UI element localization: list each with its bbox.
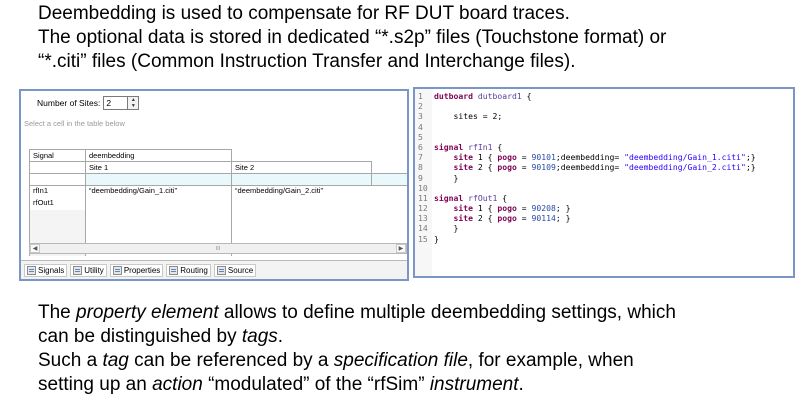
code-line[interactable] xyxy=(418,162,756,172)
code-line[interactable] xyxy=(418,203,756,213)
subheader-blank xyxy=(372,162,408,174)
code-token: ; xyxy=(555,213,561,224)
line-number: 3 xyxy=(418,111,423,122)
page-icon xyxy=(217,266,226,275)
code-line[interactable] xyxy=(418,193,756,203)
editor-tab-bar xyxy=(21,260,407,279)
text-run: “modulated” of the “rfSim” xyxy=(202,374,430,395)
intro-text xyxy=(38,2,798,74)
code-token: { xyxy=(482,213,498,224)
code-editor[interactable] xyxy=(418,91,756,244)
code-token xyxy=(434,203,454,213)
line-number: 8 xyxy=(418,162,423,173)
table-hint: Select a cell in the table below xyxy=(24,119,125,128)
table-cell[interactable] xyxy=(372,198,408,210)
page-icon xyxy=(73,266,82,275)
code-site-number: 2 xyxy=(477,213,483,224)
code-token xyxy=(434,162,454,172)
outro-line-3 xyxy=(38,349,798,373)
code-token xyxy=(434,152,454,162)
code-token: = xyxy=(516,152,532,163)
text-run: Such a xyxy=(38,350,103,371)
site-2-cell[interactable]: “deembedding/Gain_2.citi” xyxy=(235,186,323,195)
code-token: ;} xyxy=(745,152,756,163)
code-token: } xyxy=(560,213,571,224)
tab-source[interactable] xyxy=(214,264,256,277)
code-identifier: dutboard1 xyxy=(477,91,522,101)
code-line[interactable] xyxy=(418,91,756,101)
text-run: allows to define multiple deembedding settings, which xyxy=(218,302,676,323)
deembedding-table xyxy=(29,149,408,256)
tab-label: Properties xyxy=(123,265,161,275)
sites-spinner[interactable] xyxy=(128,96,139,110)
code-line[interactable] xyxy=(418,111,756,121)
sites-field xyxy=(37,96,139,110)
line-number: 11 xyxy=(418,192,428,203)
code-pogo-value: 90208 xyxy=(531,203,556,214)
outro-line-1 xyxy=(38,301,798,325)
line-number: 14 xyxy=(418,223,428,234)
code-line[interactable] xyxy=(418,132,756,142)
table-row[interactable] xyxy=(30,186,408,198)
code-line[interactable] xyxy=(418,122,756,132)
code-token xyxy=(434,213,454,223)
tab-utility[interactable] xyxy=(70,264,107,277)
code-string: "deembedding/Gain_2.citi" xyxy=(624,162,746,173)
scroll-right-icon[interactable]: ▶ xyxy=(396,244,406,253)
code-token: pogo xyxy=(497,213,517,224)
table-cell[interactable] xyxy=(232,174,372,186)
code-token: site xyxy=(453,213,473,224)
sites-label: Number of Sites: xyxy=(37,98,101,108)
spinner-up-icon[interactable]: ▲ xyxy=(130,97,136,103)
code-line[interactable] xyxy=(418,173,756,183)
code-line[interactable] xyxy=(418,101,756,111)
site-2-cell[interactable] xyxy=(232,198,372,210)
column-header-deembedding: deembedding xyxy=(86,150,232,162)
outro-line-4 xyxy=(38,373,798,397)
code-token: ; xyxy=(555,152,561,163)
code-line[interactable] xyxy=(418,234,756,244)
deembedding-editor-panel xyxy=(19,89,409,281)
code-text: { xyxy=(521,91,532,101)
code-identifier: rfOut1 xyxy=(468,192,498,203)
code-pogo-value: 90101 xyxy=(531,152,556,163)
line-number: 9 xyxy=(418,172,423,183)
code-site-number: 1 xyxy=(477,152,483,163)
site-1-cell[interactable]: “deembedding/Gain_1.citi” xyxy=(86,186,232,198)
line-number: 12 xyxy=(418,203,428,214)
text-run: can be referenced by a xyxy=(128,350,334,371)
code-text: sites = 2; xyxy=(434,111,503,122)
term-tags: tags xyxy=(241,326,278,347)
scroll-left-icon[interactable]: ◀ xyxy=(30,244,40,253)
tab-routing[interactable] xyxy=(166,264,211,277)
page-icon xyxy=(113,266,122,275)
tab-properties[interactable] xyxy=(110,264,163,277)
tab-signals[interactable] xyxy=(24,264,67,277)
code-token: ; xyxy=(555,203,561,214)
line-number: 1 xyxy=(418,91,423,101)
text-run: , for example, when xyxy=(467,350,634,371)
code-line[interactable] xyxy=(418,183,756,193)
code-token: { xyxy=(482,162,498,173)
intro-line-1: Deembedding is used to compensate for RF DUT board traces. xyxy=(38,3,570,24)
table-cell[interactable] xyxy=(372,174,408,186)
term-tag: tag xyxy=(102,350,129,371)
code-keyword: dutboard xyxy=(434,91,473,101)
line-number: 13 xyxy=(418,213,428,224)
column-header-site-2: Site 2 xyxy=(232,162,372,174)
subheader-blank xyxy=(30,162,86,174)
code-line[interactable] xyxy=(418,142,756,152)
code-token: ; xyxy=(555,162,561,173)
tab-label: Signals xyxy=(38,265,65,275)
line-number: 2 xyxy=(418,101,423,112)
source-code-panel xyxy=(413,87,795,278)
intro-line-3: “*.citi” files (Common Instruction Transfer and Interchange files). xyxy=(38,51,576,72)
text-run: can be distinguished by xyxy=(38,326,242,347)
table-cell[interactable] xyxy=(86,174,232,186)
code-line[interactable] xyxy=(418,213,756,223)
term-property-element: property element xyxy=(76,302,219,323)
code-token: = xyxy=(516,213,532,224)
spinner-down-icon[interactable]: ▼ xyxy=(130,103,136,109)
line-number: 5 xyxy=(418,131,423,142)
code-token: { xyxy=(482,152,498,163)
header-blank xyxy=(232,150,372,162)
signal-cell[interactable]: rfIn1 xyxy=(30,186,86,198)
code-token: site xyxy=(453,152,473,163)
code-token: { xyxy=(482,203,498,214)
line-number: 4 xyxy=(418,121,423,132)
outro-text xyxy=(38,301,798,397)
sites-spinner-input[interactable]: 2 xyxy=(103,96,128,110)
page-icon xyxy=(169,266,178,275)
term-specification-file: specification file xyxy=(333,350,468,371)
code-text: } xyxy=(434,223,459,234)
header-blank xyxy=(372,150,408,162)
column-header-signal: Signal xyxy=(30,150,86,162)
text-run: The xyxy=(38,302,77,323)
table-cell[interactable] xyxy=(372,186,408,198)
line-number: 15 xyxy=(418,233,428,244)
text-run: setting up an xyxy=(38,374,153,395)
line-number: 10 xyxy=(418,182,428,193)
code-token: pogo xyxy=(497,152,517,163)
code-token: deembedding= xyxy=(560,162,625,173)
scroll-grip[interactable]: III xyxy=(215,245,221,252)
code-keyword: signal xyxy=(434,192,464,203)
code-token: deembedding= xyxy=(560,152,625,163)
table-cell[interactable] xyxy=(30,174,86,186)
column-header-site-1: Site 1 xyxy=(86,162,232,174)
code-text: { xyxy=(492,141,503,152)
tab-label: Source xyxy=(227,265,254,275)
code-text: } xyxy=(434,172,459,183)
code-identifier: rfIn1 xyxy=(468,141,493,152)
tab-label: Routing xyxy=(180,265,208,275)
table-row[interactable] xyxy=(30,198,408,210)
code-keyword: signal xyxy=(434,141,464,152)
text-run: . xyxy=(518,374,524,395)
code-site-number: 1 xyxy=(477,203,483,214)
code-token: site xyxy=(453,162,473,173)
signal-cell[interactable]: rfOut1 xyxy=(30,198,86,210)
code-token: = xyxy=(516,162,532,173)
code-token: } xyxy=(560,203,571,214)
page-icon xyxy=(27,266,36,275)
code-pogo-value: 90109 xyxy=(531,162,556,173)
site-1-cell[interactable] xyxy=(86,198,232,210)
term-action: action xyxy=(152,374,203,395)
term-instrument: instrument xyxy=(429,374,519,395)
line-number: 7 xyxy=(418,152,423,163)
code-text: { xyxy=(497,192,508,203)
code-token: ;} xyxy=(745,162,756,173)
line-number: 6 xyxy=(418,141,423,152)
code-site-number: 2 xyxy=(477,162,483,173)
code-token: = xyxy=(516,203,532,214)
intro-line-2: The optional data is stored in dedicated “*.s2p” files (Touchstone format) or xyxy=(38,27,667,48)
code-token: pogo xyxy=(497,203,517,214)
code-token: pogo xyxy=(497,162,517,173)
code-line[interactable] xyxy=(418,152,756,162)
text-run: . xyxy=(277,326,284,347)
code-text: } xyxy=(434,233,439,244)
horizontal-scrollbar[interactable] xyxy=(29,243,407,254)
code-pogo-value: 90114 xyxy=(531,213,556,224)
code-token: site xyxy=(453,203,473,214)
outro-line-2 xyxy=(38,325,798,349)
code-string: "deembedding/Gain_1.citi" xyxy=(624,152,746,163)
tab-label: Utility xyxy=(84,265,104,275)
code-line[interactable] xyxy=(418,223,756,233)
